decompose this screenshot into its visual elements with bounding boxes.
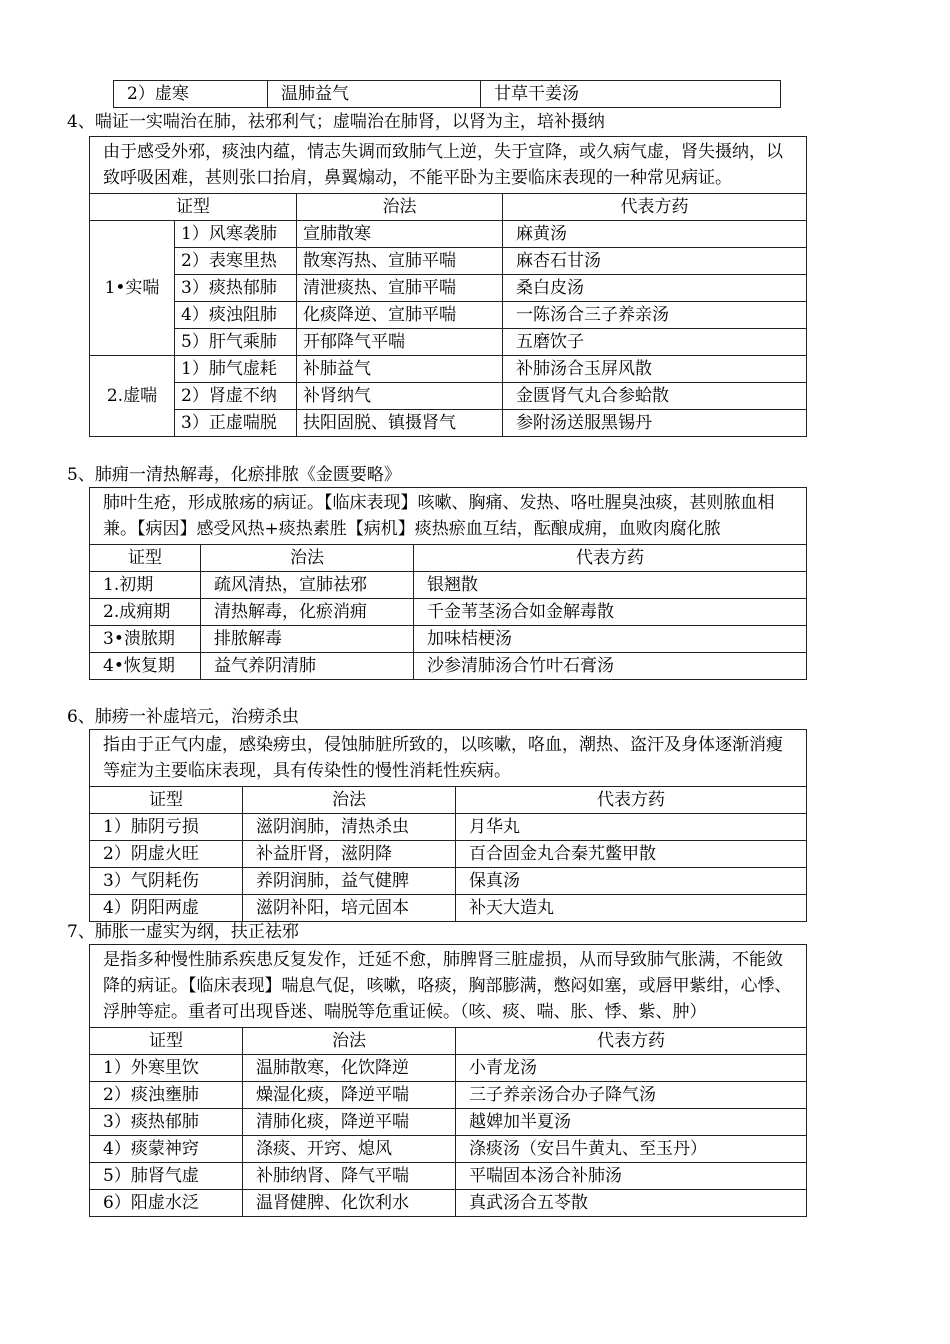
header-treatment: 治法 — [243, 787, 456, 814]
treatment-cell: 涤痰、开窍、熄风 — [243, 1136, 456, 1163]
syndrome-cell: 2.成痈期 — [90, 599, 201, 626]
syndrome-cell: 4）痰蒙神窍 — [90, 1136, 243, 1163]
section-6-description: 指由于正气内虚，感染痨虫，侵蚀肺脏所致的，以咳嗽，咯血，潮热、盗汗及身体逐渐消瘦等症为主要临床表现，具有传染性的慢性消耗性疾病。 — [90, 730, 807, 787]
section-6-heading: 6、肺痨一补虚培元，治痨杀虫 — [67, 707, 299, 727]
table-row — [90, 841, 807, 868]
top-table — [113, 80, 781, 108]
section-5-description: 肺叶生疮，形成脓疡的病证。【临床表现】咳嗽、胸痛、发热、咯吐腥臭浊痰，甚则脓血相兼。【病因】感受风热+痰热素胜【病机】痰热瘀血互结，酝酿成痈，血败肉腐化脓 — [90, 488, 807, 545]
treatment-cell: 温肺散寒，化饮降逆 — [243, 1055, 456, 1082]
syndrome-cell: 3）痰热郁肺 — [175, 275, 297, 302]
formula-cell: 越婢加半夏汤 — [456, 1109, 807, 1136]
formula-cell: 补肺汤合玉屏风散 — [503, 356, 807, 383]
section-4-heading: 4、喘证一实喘治在肺，祛邪利气；虚喘治在肺肾，以肾为主，培补摄纳 — [67, 112, 605, 132]
header-syndrome: 证型 — [90, 545, 201, 572]
header-treatment: 治法 — [201, 545, 414, 572]
group-label: 1•实喘 — [90, 221, 175, 356]
syndrome-cell: 2）痰浊壅肺 — [90, 1082, 243, 1109]
table-row — [90, 302, 807, 329]
section-7-table — [89, 944, 807, 1217]
table-row — [90, 653, 807, 680]
section-5-table — [89, 487, 807, 680]
header-treatment: 治法 — [243, 1028, 456, 1055]
table-row — [114, 81, 781, 108]
table-row — [90, 1082, 807, 1109]
syndrome-cell: 1）外寒里饮 — [90, 1055, 243, 1082]
table-row — [90, 572, 807, 599]
header-row — [90, 1028, 807, 1055]
syndrome-cell: 2）虚寒 — [114, 81, 268, 108]
syndrome-cell: 5）肺肾气虚 — [90, 1163, 243, 1190]
treatment-cell: 补益肝肾，滋阴降 — [243, 841, 456, 868]
formula-cell: 千金苇茎汤合如金解毒散 — [414, 599, 807, 626]
treatment-cell: 温肺益气 — [268, 81, 481, 108]
header-syndrome: 证型 — [90, 1028, 243, 1055]
formula-cell: 补天大造丸 — [456, 895, 807, 922]
treatment-cell: 补肾纳气 — [297, 383, 503, 410]
formula-cell: 参附汤送服黑锡丹 — [503, 410, 807, 437]
table-row — [90, 1163, 807, 1190]
header-formula: 代表方药 — [456, 1028, 807, 1055]
treatment-cell: 开郁降气平喘 — [297, 329, 503, 356]
table-row — [90, 329, 807, 356]
table-row — [90, 895, 807, 922]
header-syndrome: 证型 — [90, 194, 297, 221]
formula-cell: 月华丸 — [456, 814, 807, 841]
formula-cell: 真武汤合五苓散 — [456, 1190, 807, 1217]
section-5-heading: 5、肺痈一清热解毒，化瘀排脓《金匮要略》 — [67, 465, 401, 485]
syndrome-cell: 4•恢复期 — [90, 653, 201, 680]
syndrome-cell: 3）气阴耗伤 — [90, 868, 243, 895]
treatment-cell: 益气养阴清肺 — [201, 653, 414, 680]
syndrome-cell: 5）肝气乘肺 — [175, 329, 297, 356]
syndrome-cell: 2）表寒里热 — [175, 248, 297, 275]
syndrome-cell: 3•溃脓期 — [90, 626, 201, 653]
syndrome-cell: 2）肾虚不纳 — [175, 383, 297, 410]
treatment-cell: 化痰降逆、宣肺平喘 — [297, 302, 503, 329]
formula-cell: 麻黄汤 — [503, 221, 807, 248]
formula-cell: 保真汤 — [456, 868, 807, 895]
table-row — [90, 275, 807, 302]
syndrome-cell: 6）阳虚水泛 — [90, 1190, 243, 1217]
formula-cell: 麻杏石甘汤 — [503, 248, 807, 275]
treatment-cell: 清肺化痰，降逆平喘 — [243, 1109, 456, 1136]
formula-cell: 百合固金丸合秦艽鳖甲散 — [456, 841, 807, 868]
treatment-cell: 排脓解毒 — [201, 626, 414, 653]
syndrome-cell: 1）肺气虚耗 — [175, 356, 297, 383]
syndrome-cell: 1.初期 — [90, 572, 201, 599]
table-row — [90, 1055, 807, 1082]
formula-cell: 银翘散 — [414, 572, 807, 599]
header-row — [90, 787, 807, 814]
table-row — [90, 599, 807, 626]
formula-cell: 沙参清肺汤合竹叶石膏汤 — [414, 653, 807, 680]
table-row — [90, 356, 807, 383]
table-row — [90, 383, 807, 410]
table-row — [90, 868, 807, 895]
formula-cell: 加味桔梗汤 — [414, 626, 807, 653]
treatment-cell: 扶阳固脱、镇摄肾气 — [297, 410, 503, 437]
header-row — [90, 545, 807, 572]
formula-cell: 涤痰汤（安吕牛黄丸、至玉丹） — [456, 1136, 807, 1163]
treatment-cell: 滋阴润肺，清热杀虫 — [243, 814, 456, 841]
table-row — [90, 1190, 807, 1217]
treatment-cell: 散寒泻热、宣肺平喘 — [297, 248, 503, 275]
treatment-cell: 补肺益气 — [297, 356, 503, 383]
formula-cell: 一陈汤合三子养亲汤 — [503, 302, 807, 329]
table-row — [90, 814, 807, 841]
treatment-cell: 滋阴补阳，培元固本 — [243, 895, 456, 922]
syndrome-cell: 4）痰浊阻肺 — [175, 302, 297, 329]
treatment-cell: 宣肺散寒 — [297, 221, 503, 248]
treatment-cell: 养阴润肺，益气健脾 — [243, 868, 456, 895]
formula-cell: 桑白皮汤 — [503, 275, 807, 302]
treatment-cell: 疏风清热，宣肺祛邪 — [201, 572, 414, 599]
syndrome-cell: 1）风寒袭肺 — [175, 221, 297, 248]
syndrome-cell: 3）正虚喘脱 — [175, 410, 297, 437]
formula-cell: 小青龙汤 — [456, 1055, 807, 1082]
treatment-cell: 温肾健脾、化饮利水 — [243, 1190, 456, 1217]
table-row — [90, 626, 807, 653]
header-formula: 代表方药 — [414, 545, 807, 572]
syndrome-cell: 3）痰热郁肺 — [90, 1109, 243, 1136]
section-6-table — [89, 729, 807, 922]
treatment-cell: 清热解毒，化瘀消痈 — [201, 599, 414, 626]
syndrome-cell: 2）阴虚火旺 — [90, 841, 243, 868]
treatment-cell: 燥湿化痰，降逆平喘 — [243, 1082, 456, 1109]
syndrome-cell: 4）阴阳两虚 — [90, 895, 243, 922]
section-7-heading: 7、肺胀一虚实为纲，扶正祛邪 — [67, 922, 299, 942]
header-formula: 代表方药 — [456, 787, 807, 814]
formula-cell: 平喘固本汤合补肺汤 — [456, 1163, 807, 1190]
section-4-description: 由于感受外邪，痰浊内蕴，情志失调而致肺气上逆，失于宣降，或久病气虚，肾失摄纳，以致呼吸困难，甚则张口抬肩，鼻翼煽动，不能平卧为主要临床表现的一种常见病证。 — [90, 137, 807, 194]
section-7-description: 是指多种慢性肺系疾患反复发作，迁延不愈，肺脾肾三脏虚损，从而导致肺气胀满，不能敛降的病证。【临床表现】喘息气促，咳嗽，咯痰，胸部膨满，憋闷如塞，或唇甲紫绀，心悸、浮肿等症。重者可出现昏迷、喘脱等危重证候。（咳、痰、喘、胀、悸、紫、肿） — [90, 945, 807, 1028]
formula-cell: 五磨饮子 — [503, 329, 807, 356]
table-row — [90, 1109, 807, 1136]
header-syndrome: 证型 — [90, 787, 243, 814]
header-row — [90, 194, 807, 221]
formula-cell: 甘草干姜汤 — [481, 81, 781, 108]
table-row — [90, 1136, 807, 1163]
table-row — [90, 221, 807, 248]
formula-cell: 金匮肾气丸合参蛤散 — [503, 383, 807, 410]
section-4-table — [89, 136, 807, 437]
treatment-cell: 清泄痰热、宣肺平喘 — [297, 275, 503, 302]
header-treatment: 治法 — [297, 194, 503, 221]
treatment-cell: 补肺纳肾、降气平喘 — [243, 1163, 456, 1190]
table-row — [90, 248, 807, 275]
table-row — [90, 410, 807, 437]
formula-cell: 三子养亲汤合办子降气汤 — [456, 1082, 807, 1109]
group-label: 2.虚喘 — [90, 356, 175, 437]
syndrome-cell: 1）肺阴亏损 — [90, 814, 243, 841]
header-formula: 代表方药 — [503, 194, 807, 221]
